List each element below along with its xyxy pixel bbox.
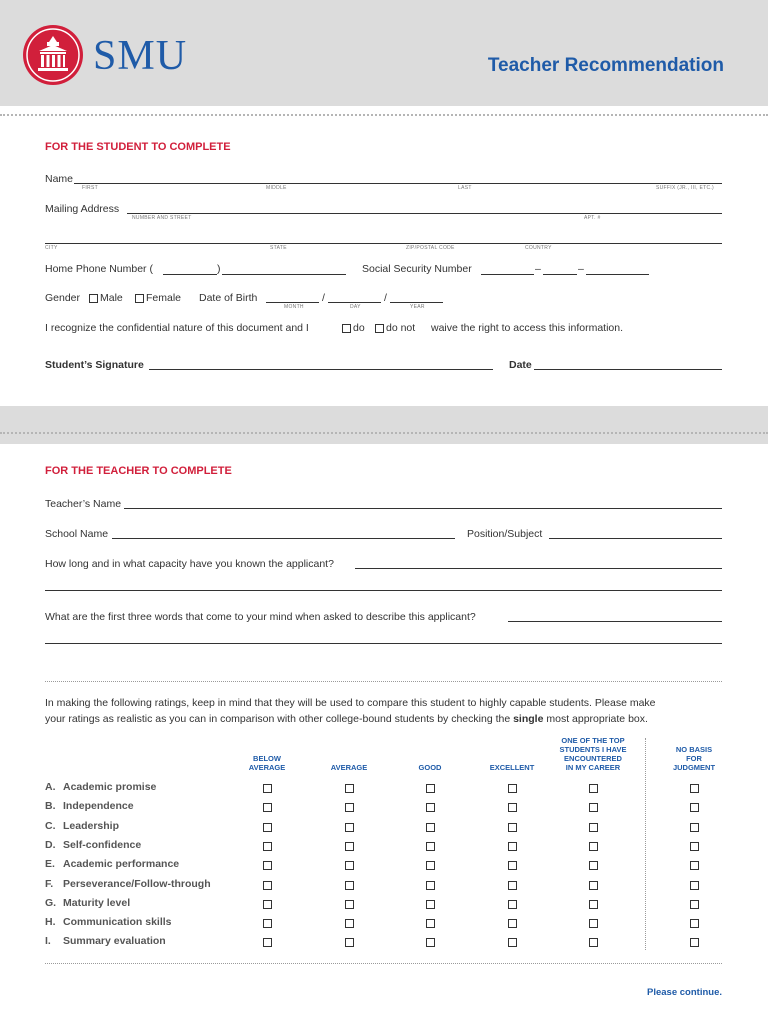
- rating-checkbox[interactable]: [345, 823, 354, 832]
- section-divider-dots: [0, 432, 768, 434]
- mailing-sub-street: NUMBER AND STREET: [132, 215, 192, 221]
- name-sub-first: FIRST: [82, 185, 98, 191]
- rating-checkbox[interactable]: [263, 900, 272, 909]
- rating-row-letter: B.: [45, 800, 56, 813]
- rating-checkbox[interactable]: [263, 861, 272, 870]
- rating-checkbox[interactable]: [508, 784, 517, 793]
- rating-checkbox[interactable]: [345, 881, 354, 890]
- name-field[interactable]: [74, 183, 722, 184]
- header-divider: [0, 114, 768, 116]
- mailing-label: Mailing Address: [45, 203, 120, 215]
- ssn-dash-1: –: [535, 263, 541, 275]
- position-field[interactable]: [549, 538, 722, 539]
- rating-row-text: Academic performance: [63, 858, 180, 871]
- rating-checkbox[interactable]: [508, 803, 517, 812]
- rating-checkbox[interactable]: [589, 881, 598, 890]
- name-sub-last: LAST: [458, 185, 472, 191]
- please-continue: Please continue.: [647, 987, 722, 998]
- rating-checkbox[interactable]: [345, 938, 354, 947]
- position-label: Position/Subject: [467, 528, 543, 540]
- rating-checkbox[interactable]: [589, 842, 598, 851]
- ratings-instructions-2a: your ratings as realistic as you can in comparison with other college-bound students by checking the: [45, 713, 514, 725]
- teacher-name-field[interactable]: [124, 508, 722, 509]
- waive-do-checkbox[interactable]: [342, 324, 351, 333]
- ratings-instructions-1: In making the following ratings, keep in mind that they will be used to compare this student to highly capable students. Please make: [45, 697, 656, 709]
- ssn-label: Social Security Number: [362, 263, 472, 275]
- rating-checkbox[interactable]: [345, 900, 354, 909]
- rating-checkbox[interactable]: [589, 784, 598, 793]
- rating-column-header: ONE OF THE TOP STUDENTS I HAVE ENCOUNTERED IN MY CAREER: [559, 736, 627, 772]
- dob-day-field[interactable]: [328, 302, 381, 303]
- zip-sub: ZIP/POSTAL CODE: [406, 245, 455, 251]
- rating-checkbox[interactable]: [690, 900, 699, 909]
- rating-checkbox[interactable]: [508, 842, 517, 851]
- rating-checkbox[interactable]: [263, 938, 272, 947]
- rating-row-letter: H.: [45, 916, 56, 929]
- rating-checkbox[interactable]: [426, 881, 435, 890]
- dob-slash-1: /: [322, 292, 325, 304]
- rating-checkbox[interactable]: [426, 803, 435, 812]
- rating-checkbox[interactable]: [426, 842, 435, 851]
- rating-checkbox[interactable]: [263, 842, 272, 851]
- rating-checkbox[interactable]: [426, 784, 435, 793]
- rating-row-text: Self-confidence: [63, 838, 142, 851]
- rating-row-text: Summary evaluation: [63, 935, 166, 948]
- question-three-words-field-2[interactable]: [45, 643, 722, 644]
- rating-row-letter: I.: [45, 935, 51, 948]
- rating-row-label: [45, 916, 172, 928]
- question-three-words-field[interactable]: [508, 621, 722, 622]
- rating-column-header: GOOD: [418, 763, 442, 772]
- dob-sub-day: DAY: [350, 304, 361, 310]
- rating-checkbox[interactable]: [345, 861, 354, 870]
- name-sub-middle: MIDDLE: [266, 185, 287, 191]
- waive-donot-label: do not: [386, 322, 416, 334]
- rating-checkbox[interactable]: [508, 938, 517, 947]
- country-sub: COUNTRY: [525, 245, 552, 251]
- signature-field[interactable]: [149, 369, 493, 370]
- rating-row-text: Maturity level: [63, 896, 131, 909]
- rating-checkbox[interactable]: [690, 784, 699, 793]
- city-field[interactable]: [45, 243, 722, 244]
- rating-checkbox[interactable]: [690, 919, 699, 928]
- dob-year-field[interactable]: [390, 302, 443, 303]
- section-divider-band: [0, 406, 768, 444]
- rating-row-text: Independence: [63, 800, 134, 813]
- rating-checkbox[interactable]: [690, 938, 699, 947]
- male-checkbox[interactable]: [89, 294, 98, 303]
- date-label: Date: [509, 359, 532, 371]
- rating-row-letter: G.: [45, 896, 57, 909]
- female-label: Female: [146, 292, 182, 304]
- rating-checkbox[interactable]: [589, 861, 598, 870]
- rating-checkbox[interactable]: [589, 919, 598, 928]
- rating-row-text: Communication skills: [63, 916, 172, 929]
- page-title: Teacher Recommendation: [487, 55, 724, 76]
- name-sub-suffix: SUFFIX (JR., III, ETC.): [656, 185, 715, 191]
- ratings-top-divider: [45, 681, 722, 682]
- waiver-suffix: waive the right to access this information.: [431, 322, 624, 334]
- rating-column-header: EXCELLENT: [489, 763, 535, 772]
- mailing-sub-apt: APT. #: [584, 215, 601, 221]
- waive-do-label: do: [353, 322, 365, 334]
- dob-label: Date of Birth: [199, 292, 258, 304]
- phone-area-field[interactable]: [163, 274, 217, 275]
- rating-checkbox[interactable]: [263, 823, 272, 832]
- rating-checkbox[interactable]: [589, 900, 598, 909]
- female-checkbox[interactable]: [135, 294, 144, 303]
- phone-number-field[interactable]: [222, 274, 346, 275]
- rating-row-letter: C.: [45, 819, 56, 832]
- rating-row-text: Academic promise: [63, 781, 157, 793]
- dob-slash-2: /: [384, 292, 387, 304]
- question-three-words: What are the first three words that come to your mind when asked to describe this applicant?: [45, 611, 476, 623]
- rating-checkbox[interactable]: [426, 861, 435, 870]
- rating-checkbox[interactable]: [508, 823, 517, 832]
- ratings-instructions-2c: most appropriate box.: [543, 713, 648, 725]
- date-field[interactable]: [534, 369, 722, 370]
- rating-checkbox[interactable]: [508, 900, 517, 909]
- rating-checkbox[interactable]: [589, 803, 598, 812]
- ssn-part2-field[interactable]: [543, 274, 577, 275]
- rating-checkbox[interactable]: [589, 823, 598, 832]
- rating-row-letter: E.: [45, 858, 55, 871]
- school-name-field[interactable]: [112, 538, 455, 539]
- gender-label: Gender: [45, 292, 81, 304]
- rating-row-label: [45, 935, 166, 947]
- rating-checkbox[interactable]: [345, 842, 354, 851]
- rating-row-text: Perseverance/Follow-through: [63, 877, 211, 890]
- rating-checkbox[interactable]: [345, 919, 354, 928]
- rating-checkbox[interactable]: [690, 842, 699, 851]
- signature-label: Student’s Signature: [45, 359, 144, 371]
- rating-row-label: [45, 878, 211, 890]
- rating-row-letter: D.: [45, 838, 56, 851]
- smu-seal-logo: [22, 24, 84, 86]
- rating-checkbox[interactable]: [508, 861, 517, 870]
- city-sub: CITY: [45, 245, 58, 251]
- mailing-field[interactable]: [127, 213, 722, 214]
- state-sub: STATE: [270, 245, 287, 251]
- rating-checkbox[interactable]: [263, 784, 272, 793]
- brand-wordmark: SMU: [93, 33, 188, 79]
- ratings-instructions-emphasis: single: [513, 713, 544, 725]
- rating-checkbox[interactable]: [508, 881, 517, 890]
- rating-column-header: BELOW AVERAGE: [248, 754, 286, 772]
- rating-row-label: [45, 800, 134, 812]
- rating-checkbox[interactable]: [263, 919, 272, 928]
- question-known-field[interactable]: [355, 568, 722, 569]
- teacher-section-heading: FOR THE TEACHER TO COMPLETE: [45, 465, 232, 477]
- name-label: Name: [45, 173, 74, 185]
- student-section-heading: FOR THE STUDENT TO COMPLETE: [45, 141, 231, 153]
- rating-row-text: Leadership: [63, 819, 120, 832]
- rating-checkbox[interactable]: [426, 900, 435, 909]
- rating-checkbox[interactable]: [690, 861, 699, 870]
- ssn-part3-field[interactable]: [586, 274, 649, 275]
- question-known: How long and in what capacity have you known the applicant?: [45, 558, 334, 570]
- rating-checkbox[interactable]: [426, 919, 435, 928]
- dob-month-field[interactable]: [266, 302, 319, 303]
- rating-checkbox[interactable]: [690, 823, 699, 832]
- rating-column-header: NO BASIS FOR JUDGMENT: [672, 745, 716, 772]
- ssn-part1-field[interactable]: [481, 274, 534, 275]
- rating-row-letter: F.: [45, 877, 54, 890]
- rating-column-header: AVERAGE: [330, 763, 368, 772]
- rating-row-label: [45, 897, 130, 909]
- rating-checkbox[interactable]: [345, 784, 354, 793]
- rating-checkbox[interactable]: [263, 881, 272, 890]
- ssn-dash-2: –: [578, 263, 584, 275]
- rating-row-label: [45, 781, 156, 793]
- rating-checkbox[interactable]: [690, 881, 699, 890]
- rating-checkbox[interactable]: [690, 803, 699, 812]
- teacher-name-label: Teacher’s Name: [45, 498, 122, 510]
- dob-sub-year: YEAR: [410, 304, 425, 310]
- rating-checkbox[interactable]: [589, 938, 598, 947]
- male-label: Male: [100, 292, 123, 304]
- phone-close-paren: ): [217, 263, 221, 275]
- school-name-label: School Name: [45, 528, 109, 540]
- rating-row-label: [45, 839, 141, 851]
- rating-checkbox[interactable]: [426, 938, 435, 947]
- rating-checkbox[interactable]: [263, 803, 272, 812]
- rating-checkbox[interactable]: [508, 919, 517, 928]
- ratings-instructions-2: [45, 713, 648, 725]
- question-known-field-2[interactable]: [45, 590, 722, 591]
- rating-checkbox[interactable]: [426, 823, 435, 832]
- rating-row-label: [45, 820, 119, 832]
- phone-label: Home Phone Number (: [45, 263, 153, 275]
- rating-checkbox[interactable]: [345, 803, 354, 812]
- dob-sub-month: MONTH: [284, 304, 304, 310]
- no-basis-divider: [645, 738, 646, 950]
- waive-donot-checkbox[interactable]: [375, 324, 384, 333]
- ratings-bottom-divider: [45, 963, 722, 964]
- rating-row-letter: A.: [45, 781, 56, 793]
- waiver-text: I recognize the confidential nature of this document and I: [45, 322, 309, 334]
- rating-row-label: [45, 858, 179, 870]
